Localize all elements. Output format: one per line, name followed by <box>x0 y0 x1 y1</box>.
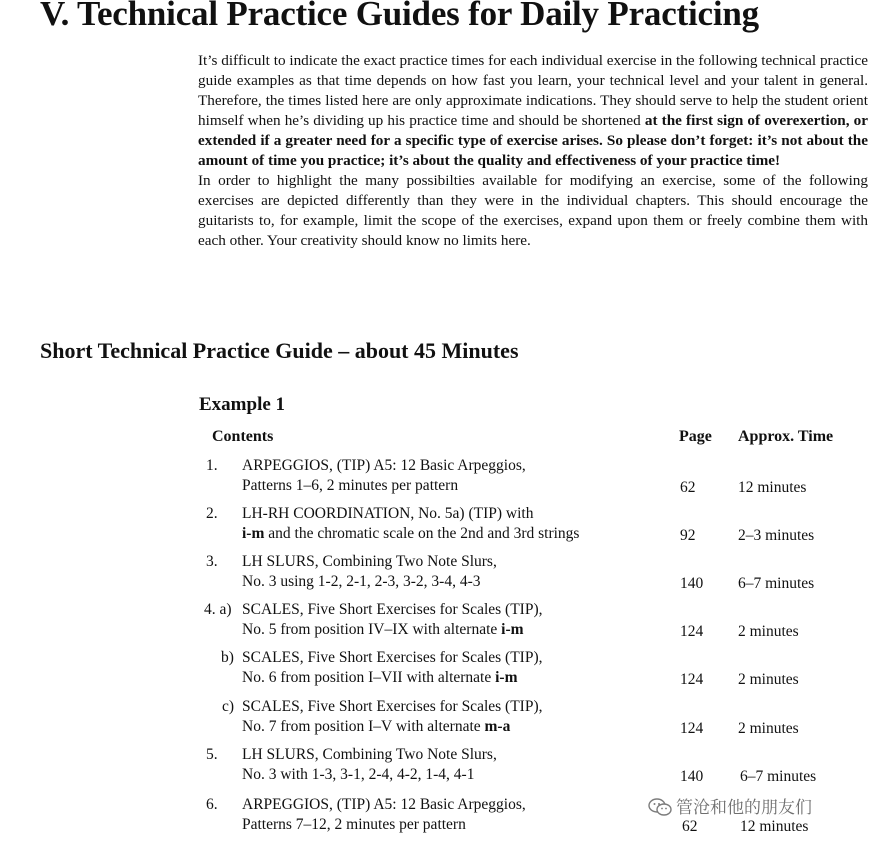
entry-title: LH SLURS, Combining Two Note Slurs, <box>242 553 497 570</box>
entry-page: 140 <box>680 575 704 592</box>
entry-page: 140 <box>680 768 704 785</box>
entry-title: ARPEGGIOS, (TIP) A5: 12 Basic Arpeggios, <box>242 796 526 813</box>
entry-detail-bold: i-m <box>495 669 518 686</box>
entry-number: 1. <box>206 457 218 474</box>
entry-time: 6–7 minutes <box>738 575 815 592</box>
entry-detail-text: and the chromatic scale on the 2nd and 3rd strings <box>264 525 580 542</box>
contents-entry <box>0 698 884 744</box>
entry-detail-bold: m-a <box>484 718 511 735</box>
entry-page: 92 <box>680 527 696 544</box>
entry-time: 2 minutes <box>738 671 799 688</box>
entry-detail-bold: i-m <box>242 525 265 542</box>
entry-title: ARPEGGIOS, (TIP) A5: 12 Basic Arpeggios, <box>242 457 526 474</box>
entry-time: 2–3 minutes <box>738 527 815 544</box>
entry-page: 124 <box>680 623 704 640</box>
entry-detail-text: No. 6 from position I–VII with alternate <box>242 669 496 686</box>
entry-number: 5. <box>206 746 218 763</box>
intro-paragraph-1 <box>198 51 868 171</box>
entry-page: 124 <box>680 671 704 688</box>
contents-entry <box>0 553 884 599</box>
entry-number: 4. a) <box>204 601 232 618</box>
entry-detail <box>242 525 579 543</box>
page-title: V. Technical Practice Guides for Daily Practicing <box>40 0 759 33</box>
intro-paragraph-2: In order to highlight the many possibilties available for modifying an exercise, some of the following exercises are depicted differently than they were in the individual chapters. This should encourage the guitarists to, for example, limit the scope of the exercises, expand upon them or freely combine them with each other. Your creativity should know no limits here. <box>198 172 868 249</box>
intro-p1-bold: at the first sign of overexertion, or extended if a greater need for a specific type of exercise arises. So please don’t forget: it’s not about the amount of time you practice; it’s about the quality and effectiveness of your practice time! <box>198 112 868 169</box>
entry-detail: No. 3 using 1-2, 2-1, 2-3, 3-2, 3-4, 4-3 <box>242 573 481 590</box>
section-title: Short Technical Practice Guide – about 45 Minutes <box>40 338 519 363</box>
contents-entry <box>0 649 884 695</box>
watermark-text: 管沧和他的朋友们 <box>676 798 812 818</box>
entry-detail-bold: i-m <box>501 621 524 638</box>
entry-detail-text: No. 5 from position IV–IX with alternate <box>242 621 502 638</box>
entry-detail <box>242 718 510 736</box>
entry-number: 2. <box>206 505 218 522</box>
entry-time: 2 minutes <box>738 720 799 737</box>
entry-title: LH-RH COORDINATION, No. 5a) (TIP) with <box>242 505 534 522</box>
entry-detail: No. 3 with 1-3, 3-1, 2-4, 4-2, 1-4, 4-1 <box>242 766 475 783</box>
example-title: Example 1 <box>199 394 286 415</box>
entry-number: 6. <box>206 796 218 813</box>
entry-title: SCALES, Five Short Exercises for Scales (TIP), <box>242 649 543 666</box>
entry-detail-text: No. 7 from position I–V with alternate <box>242 718 485 735</box>
wechat-icon <box>648 798 672 816</box>
column-header-time: Approx. Time <box>738 428 834 445</box>
contents-entry <box>0 457 884 503</box>
entry-title: SCALES, Five Short Exercises for Scales (TIP), <box>242 698 543 715</box>
entry-detail: Patterns 7–12, 2 minutes per pattern <box>242 816 466 833</box>
column-header-contents: Contents <box>212 428 274 445</box>
entry-title: SCALES, Five Short Exercises for Scales (TIP), <box>242 601 543 618</box>
entry-number: 3. <box>206 553 218 570</box>
entry-title: LH SLURS, Combining Two Note Slurs, <box>242 746 497 763</box>
contents-entry <box>0 601 884 647</box>
intro-p1-normal: It’s difficult to indicate the exact practice times for each individual exercise in the following technical practice guide examples as that time depends on how fast you learn, your technical level and your talent in general. Therefore, the times listed here are only approximate indications. They should serve to help the student orient himself when he’s dividing up his practice time and should be shortened <box>198 52 868 129</box>
intro-text <box>198 51 868 251</box>
entry-number: c) <box>222 698 235 715</box>
entry-detail <box>242 621 524 639</box>
entry-page: 62 <box>682 818 698 835</box>
entry-page: 62 <box>680 479 696 496</box>
entry-time: 12 minutes <box>740 818 809 835</box>
entry-number: b) <box>221 649 234 666</box>
contents-entry <box>0 746 884 792</box>
watermark <box>648 793 812 818</box>
contents-entry <box>0 505 884 551</box>
entry-detail: Patterns 1–6, 2 minutes per pattern <box>242 477 459 494</box>
entry-time: 2 minutes <box>738 623 799 640</box>
entry-time: 6–7 minutes <box>740 768 817 785</box>
entry-detail <box>242 669 518 687</box>
entry-page: 124 <box>680 720 704 737</box>
column-header-page: Page <box>679 428 712 445</box>
entry-time: 12 minutes <box>738 479 807 496</box>
